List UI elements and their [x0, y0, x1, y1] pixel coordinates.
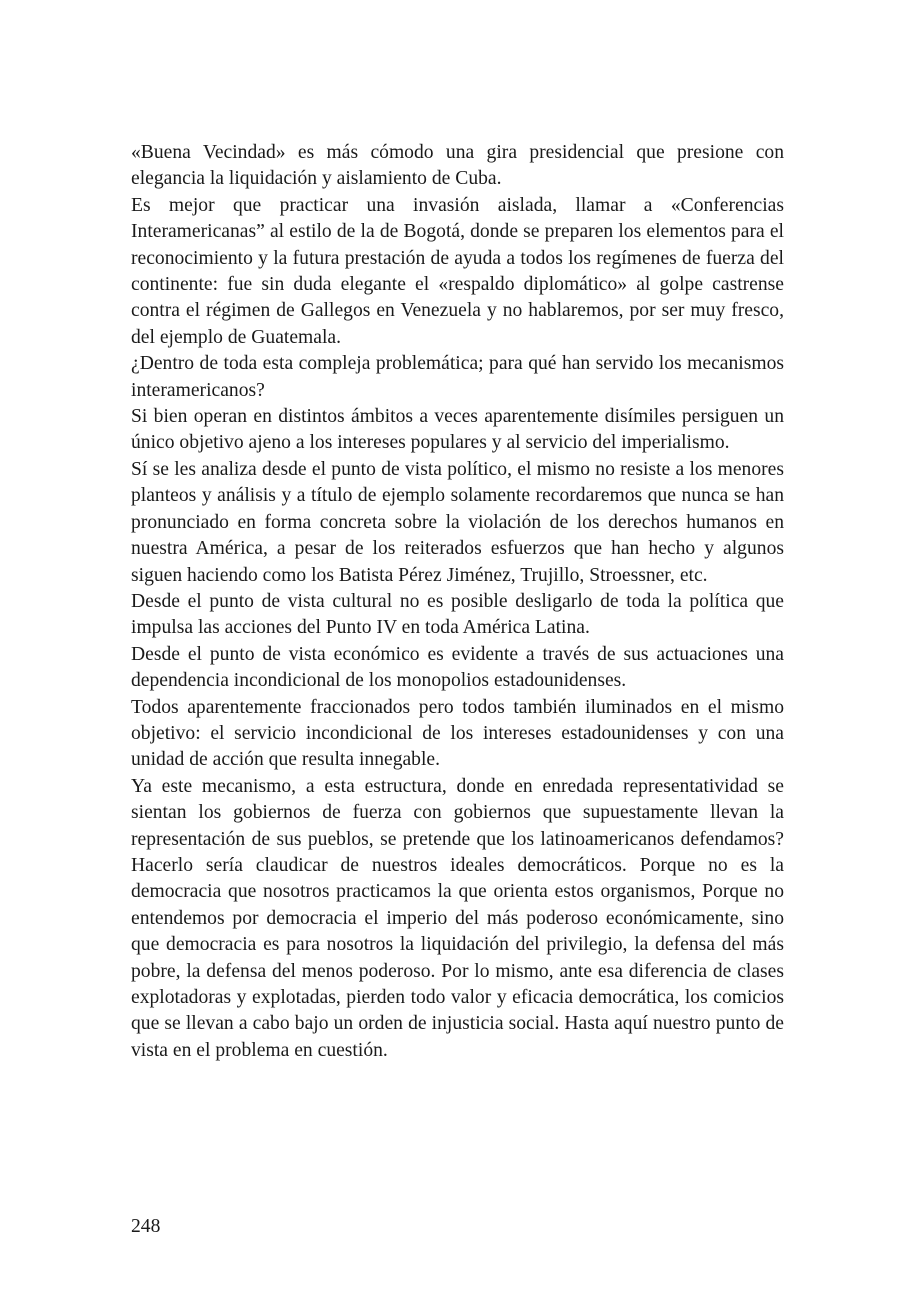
paragraph: Desde el punto de vista cultural no es posible desligarlo de toda la política que impulsa las acciones del Punto IV en toda América Latina. — [131, 590, 784, 639]
paragraph: Todos aparentemente fraccionados pero todos también iluminados en el mismo objetivo: el servicio incondicional de los intereses estadounidenses y con una unidad de acción que resulta innegable. — [131, 696, 784, 771]
body-text — [131, 140, 784, 1064]
paragraph: Ya este mecanismo, a esta estructura, donde en enredada representatividad se sientan los gobiernos de fuerza con gobiernos que supuestamente llevan la representación de sus pueblos, se pretende que los latinoamericanos defendamos? Hacerlo sería claudicar de nuestros ideales democráticos. Porque no es la democracia que nosotros practicamos la que orienta estos organismos, Porque no entendemos por democracia el imperio del más poderoso económicamente, sino que democracia es para nosotros la liquidación del privilegio, la defensa del más pobre, la defensa del menos poderoso. Por lo mismo, ante esa diferencia de clases explotadoras y explotadas, pierden todo valor y eficacia democrática, los comicios que se llevan a cabo bajo un orden de injusticia social. Hasta aquí nuestro punto de vista en el problema en cuestión. — [131, 775, 784, 1061]
paragraph: Si bien operan en distintos ámbitos a veces aparentemente disímiles persiguen un único objetivo ajeno a los intereses populares y al servicio del imperialismo. — [131, 406, 784, 454]
paragraph: ¿Dentro de toda esta compleja problemática; para qué han servido los mecanismos interamericanos? — [131, 353, 784, 401]
paragraph: Desde el punto de vista económico es evidente a través de sus actuaciones una dependencia incondicional de los monopolios estadounidenses. — [131, 643, 784, 692]
page-number: 248 — [131, 1216, 161, 1237]
paragraph: «Buena Vecindad» es más cómodo una gira presidencial que presione con elegancia la liquidación y aislamiento de Cuba. — [131, 142, 784, 190]
paragraph: Sí se les analiza desde el punto de vista político, el mismo no resiste a los menores planteos y análisis y a título de ejemplo solamente recordaremos que nunca se han pronunciado en forma concreta sobre la violación de los derechos humanos en nuestra América, a pesar de los reiterados esfuerzos que han hecho y algunos siguen haciendo como los Batista Pérez Jiménez, Trujillo, Stroessner, etc. — [131, 458, 784, 586]
paragraph: Es mejor que practicar una invasión aislada, llamar a «Conferencias Interamericanas” al estilo de la de Bogotá, donde se preparen los elementos para el reconocimiento y la futura prestación de ayuda a todos los regímenes de fuerza del continente: fue sin duda elegante el «respaldo diplomático» al golpe castrense contra el régimen de Gallegos en Venezuela y no hablaremos, por ser muy fresco, del ejemplo de Guatemala. — [131, 194, 784, 348]
